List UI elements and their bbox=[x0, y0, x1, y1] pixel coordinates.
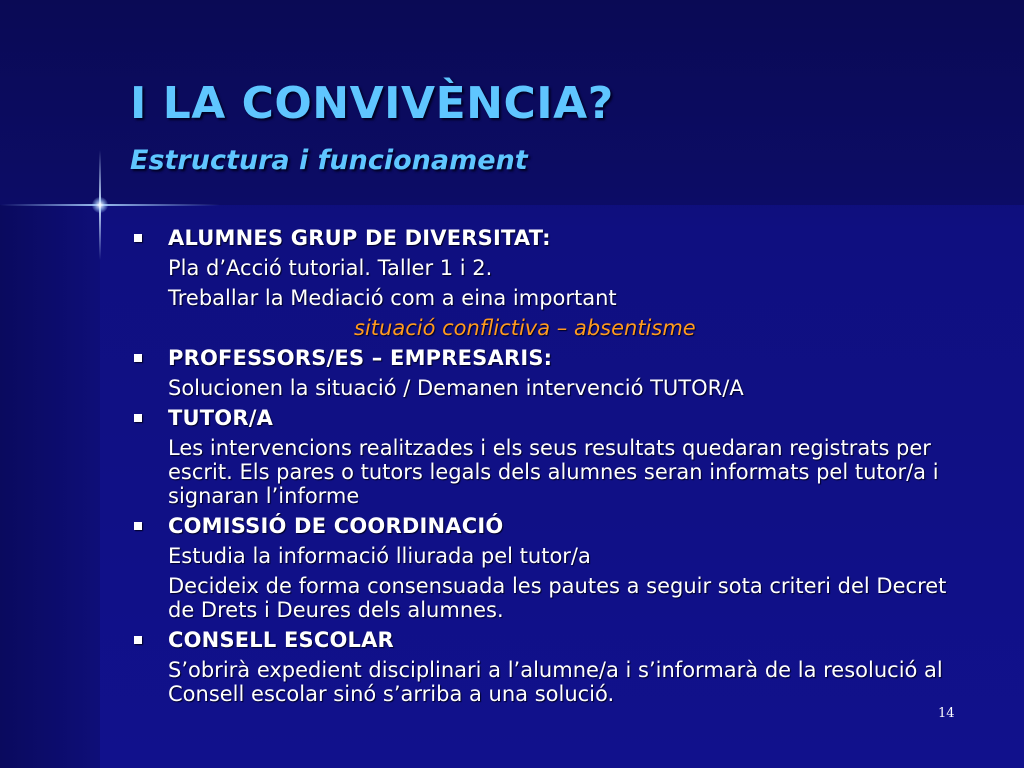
list-item-professors bbox=[130, 346, 950, 400]
section-heading: PROFESSORS/ES – EMPRESARIS: bbox=[168, 346, 553, 370]
section-line: Solucionen la situació / Demanen intervenció TUTOR/A bbox=[168, 376, 744, 400]
section-heading: ALUMNES GRUP DE DIVERSITAT: bbox=[168, 226, 551, 250]
sparkle-star-icon bbox=[92, 197, 108, 213]
list-item-alumnes bbox=[130, 226, 950, 340]
square-bullet-icon bbox=[134, 522, 142, 530]
section-heading: CONSELL ESCOLAR bbox=[168, 628, 394, 652]
left-band bbox=[0, 205, 100, 768]
bullet-list bbox=[130, 226, 950, 712]
square-bullet-icon bbox=[134, 234, 142, 242]
section-heading: COMISSIÓ DE COORDINACIÓ bbox=[168, 514, 504, 538]
highlight-text: situació conflictiva – absentisme bbox=[354, 316, 696, 340]
sparkle-horizontal-line bbox=[0, 204, 220, 206]
list-item-consell bbox=[130, 628, 950, 706]
slide-subtitle: Estructura i funcionament bbox=[130, 145, 528, 176]
slide-title: I LA CONVIVÈNCIA? bbox=[130, 78, 614, 129]
page-number: 14 bbox=[938, 706, 955, 721]
section-line: Treballar la Mediació com a eina important bbox=[168, 286, 617, 310]
section-line: Estudia la informació lliurada pel tutor/a bbox=[168, 544, 591, 568]
section-heading: TUTOR/A bbox=[168, 406, 274, 430]
section-line: Pla d’Acció tutorial. Taller 1 i 2. bbox=[168, 256, 493, 280]
section-line: Les intervencions realitzades i els seus resultats quedaran registrats per escrit. Els pares o tutors legals dels alumnes seran informats pel tutor/a i signaran l’informe bbox=[168, 436, 939, 508]
section-line: Decideix de forma consensuada les pautes a seguir sota criteri del Decret de Drets i Deures dels alumnes. bbox=[168, 574, 947, 622]
square-bullet-icon bbox=[134, 354, 142, 362]
list-item-tutor bbox=[130, 406, 950, 508]
square-bullet-icon bbox=[134, 636, 142, 644]
section-line: S’obrirà expedient disciplinari a l’alumne/a i s’informarà de la resolució al Consell escolar sinó s’arriba a una solució. bbox=[168, 658, 943, 706]
list-item-comissio bbox=[130, 514, 950, 622]
square-bullet-icon bbox=[134, 414, 142, 422]
